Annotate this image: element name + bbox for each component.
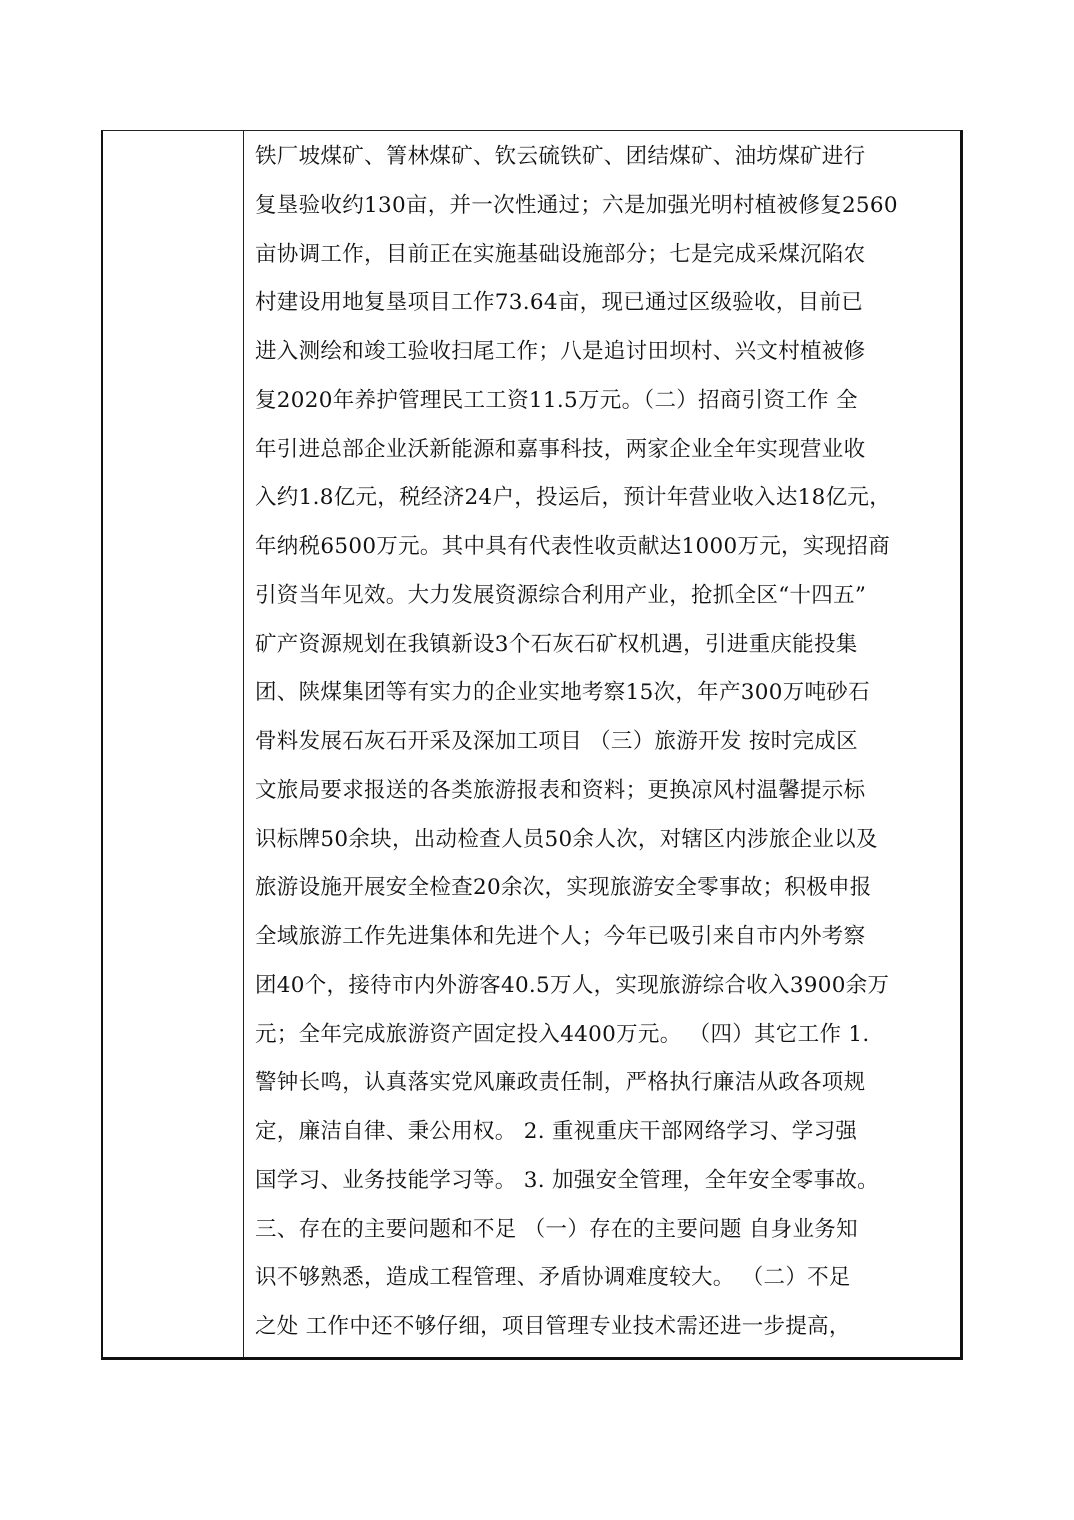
text-line: 复2020年养护管理民工工资11.5万元。（二）招商引资工作 全: [255, 387, 858, 413]
text-line: 矿产资源规划在我镇新设3个石灰石矿权机遇，引进重庆能投集: [255, 631, 858, 657]
text-line: 进入测绘和竣工验收扫尾工作；八是追讨田坝村、兴文村植被修: [255, 339, 866, 364]
text-line: 之处 工作中还不够仔细，项目管理专业技术需还进一步提高，: [255, 1314, 851, 1339]
content-text: [255, 133, 955, 1352]
text-line: 引资当年见效。大力发展资源综合利用产业，抢抓全区“十四五”: [255, 582, 867, 608]
text-line: 团、陕煤集团等有实力的企业实地考察15次，年产300万吨砂石: [255, 680, 870, 706]
text-line: 元；全年完成旅游资产固定投入4400万元。 （四）其它工作 1.: [255, 1021, 870, 1047]
text-line: 村建设用地复垦项目工作73.64亩，现已通过区级验收，目前已: [255, 290, 864, 316]
text-line: 旅游设施开展安全检查20余次，实现旅游安全零事故；积极申报: [255, 875, 872, 901]
text-line: 铁厂坡煤矿、箐林煤矿、钦云硫铁矿、团结煤矿、油坊煤矿进行: [255, 144, 866, 169]
text-line: 定，廉洁自律、秉公用权。 2. 重视重庆干部网络学习、学习强: [255, 1119, 858, 1144]
text-line: 国学习、业务技能学习等。 3. 加强安全管理，全年安全零事故。: [255, 1167, 879, 1193]
text-line: 三、存在的主要问题和不足 （一）存在的主要问题 自身业务知: [255, 1216, 858, 1242]
text-line: 团40个，接待市内外游客40.5万人，实现旅游综合收入3900余万: [255, 972, 890, 998]
text-line: 文旅局要求报送的各类旅游报表和资料；更换凉风村温馨提示标: [255, 777, 866, 803]
table-label-cell: [103, 131, 244, 1357]
text-line: 年引进总部企业沃新能源和嘉事科技，两家企业全年实现营业收: [255, 436, 866, 462]
text-line: 亩协调工作，目前正在实施基础设施部分；七是完成采煤沉陷农: [255, 241, 866, 267]
text-line: 识不够熟悉，造成工程管理、矛盾协调难度较大。 （二）不足: [255, 1265, 851, 1291]
text-line: 复垦验收约130亩，并一次性通过；六是加强光明村植被修复2560: [255, 192, 898, 218]
table-content-cell: [244, 131, 960, 1357]
text-line: 警钟长鸣，认真落实党风廉政责任制，严格执行廉洁从政各项规: [255, 1070, 866, 1096]
document-table: [101, 130, 963, 1360]
text-line: 识标牌50余块，出动检查人员50余人次，对辖区内涉旅企业以及: [255, 826, 878, 852]
text-line: 全域旅游工作先进集体和先进个人；今年已吸引来自市内外考察: [255, 924, 866, 949]
text-line: 年纳税6500万元。其中具有代表性收贡献达1000万元，实现招商: [255, 534, 891, 559]
text-line: 骨料发展石灰石开采及深加工项目 （三）旅游开发 按时完成区: [255, 729, 858, 754]
text-line: 入约1.8亿元，税经济24户，投运后，预计年营业收入达18亿元，: [255, 485, 892, 511]
